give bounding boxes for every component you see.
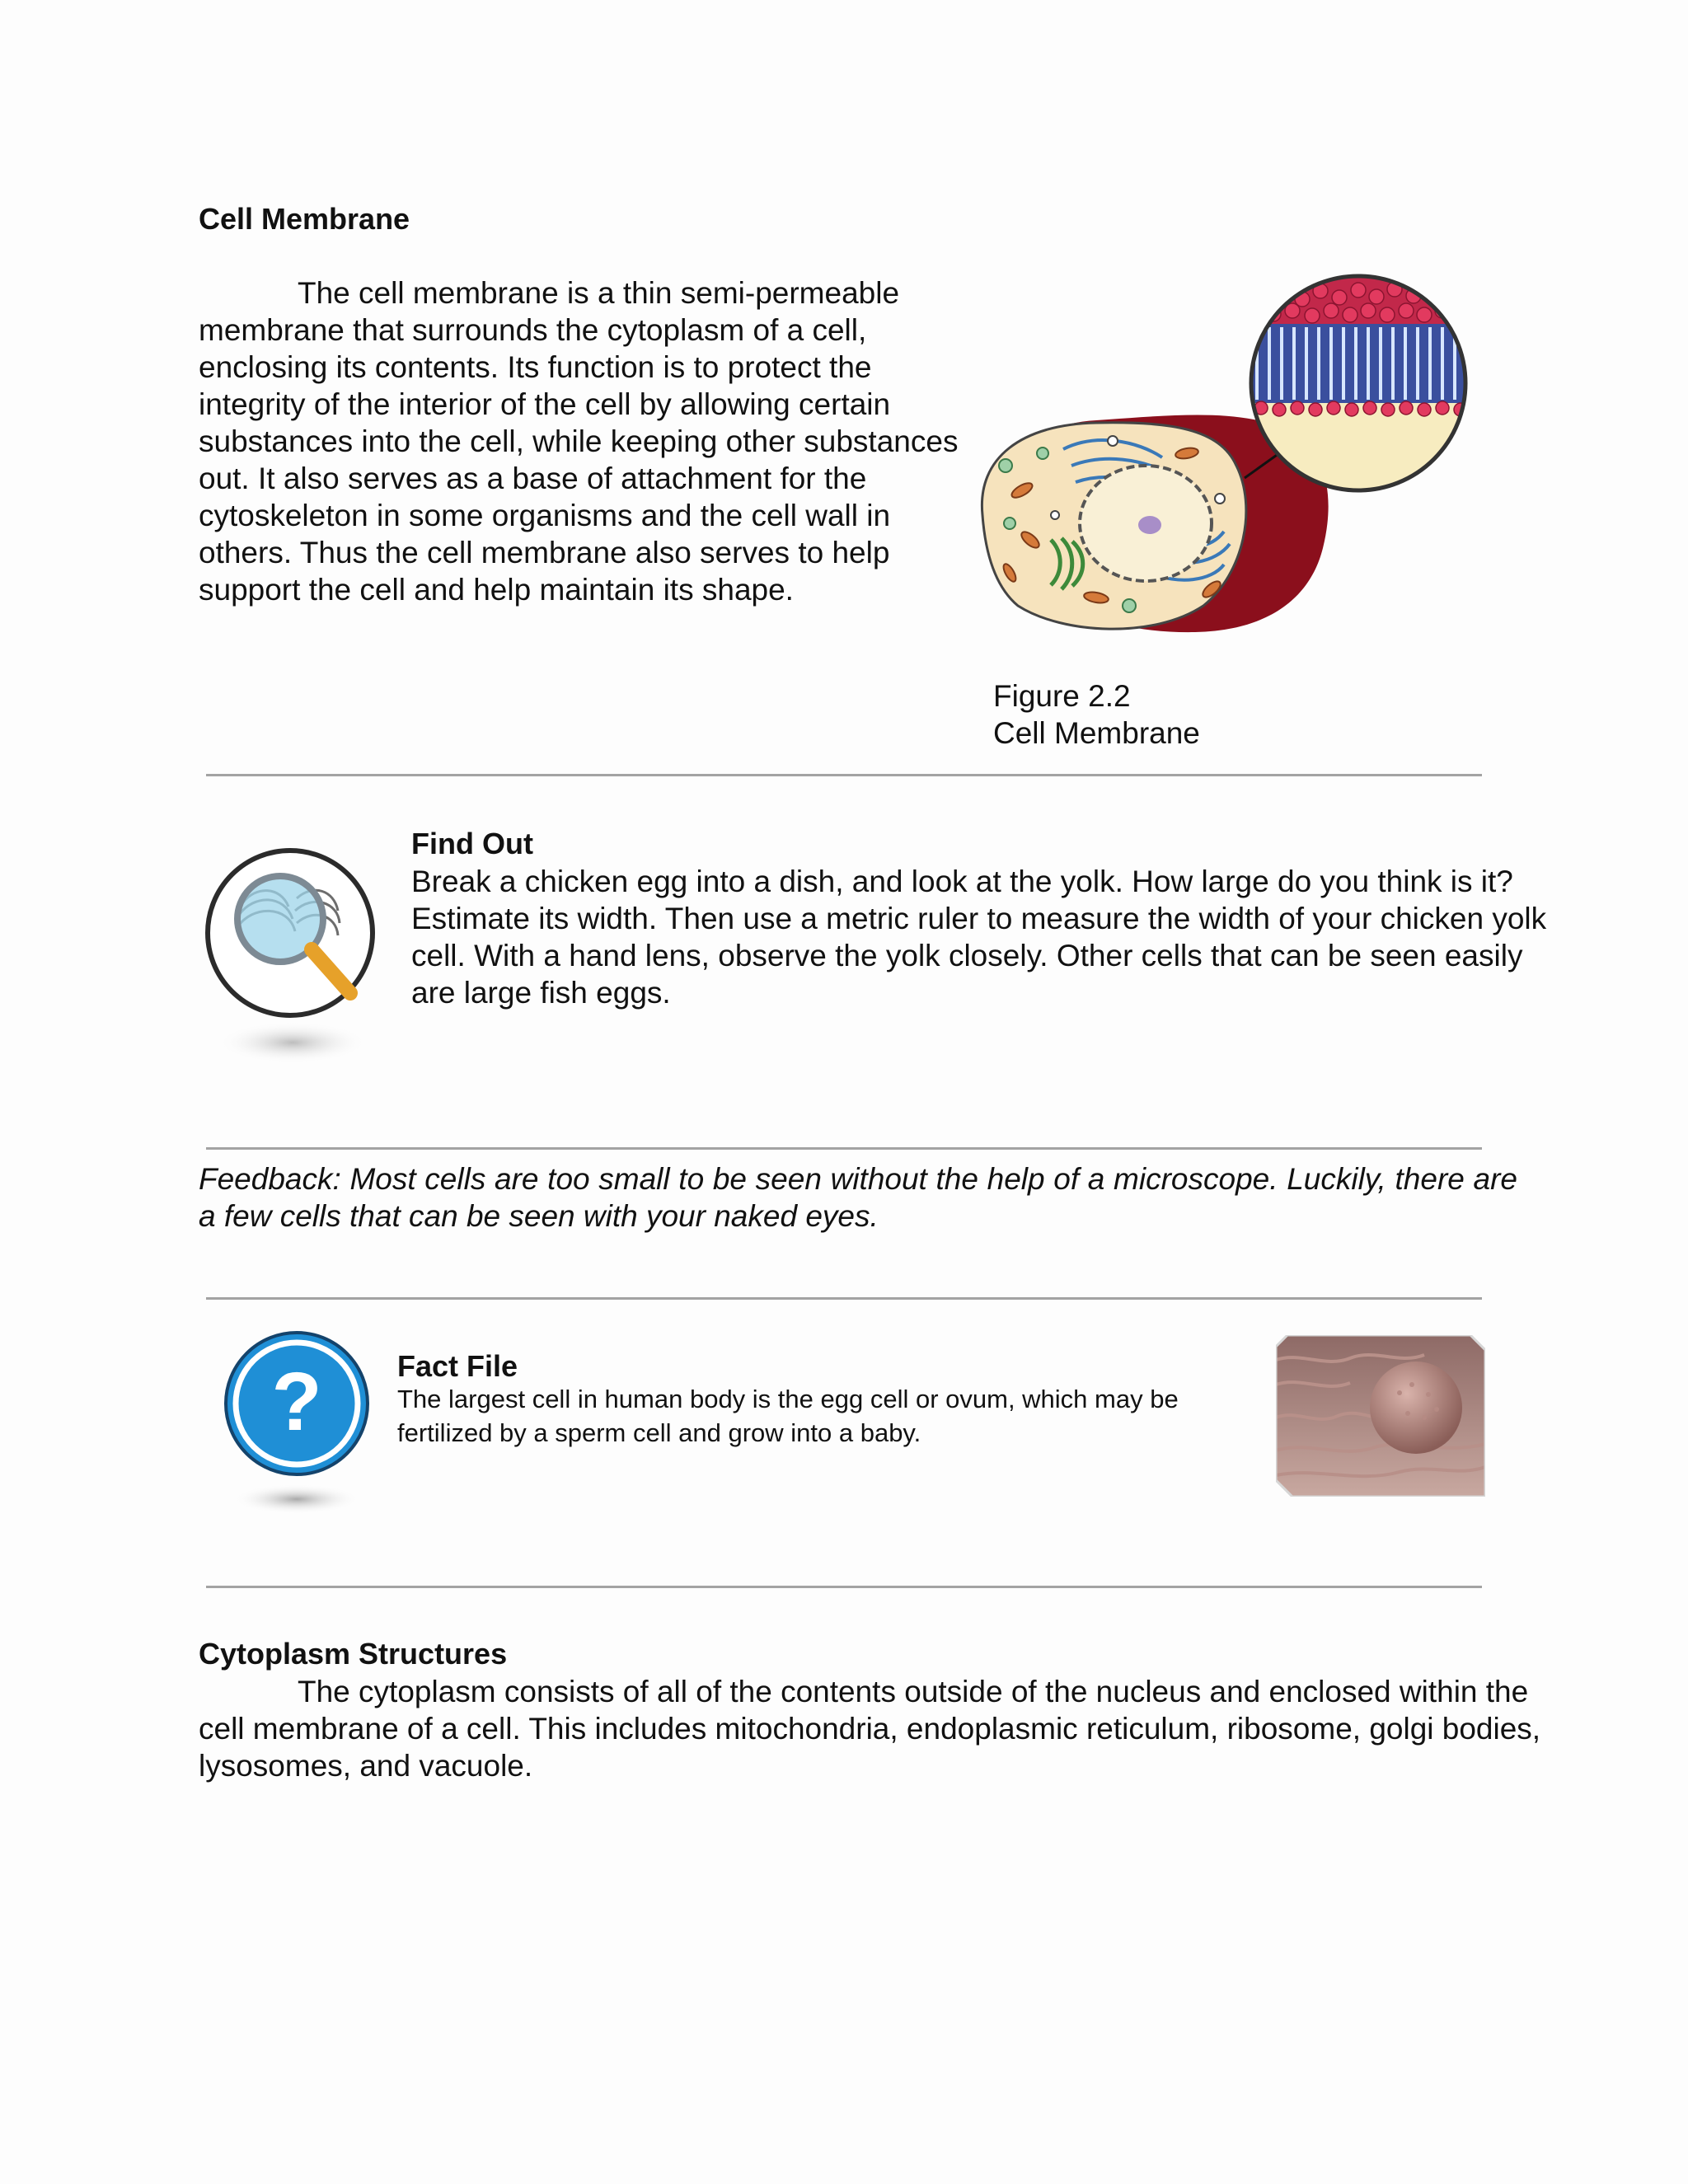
find-out-text: Break a chicken egg into a dish, and look at the yolk. How large do you think is it? Estimate its width. Then use a metric ruler to measure the width of your chicken yolk cell. With a hand lens, observe the yolk closely. Other cells that can be seen easily are large fish eggs. [411, 865, 1547, 1010]
svg-text:?: ? [271, 1356, 322, 1448]
cytoplasm-paragraph: The cytoplasm consists of all of the contents outside of the nucleus and enclosed within the cell membrane of a cell. This includes mitochondria, endoplasmic reticulum, ribosome, golgi bodies, lysosomes, and vacuole. [199, 1675, 1541, 1783]
figure-title: Cell Membrane [993, 716, 1200, 750]
figure-caption [993, 677, 1405, 752]
divider [206, 774, 1482, 776]
cell-membrane-figure [973, 268, 1484, 647]
divider [206, 1147, 1482, 1150]
question-mark-icon [221, 1331, 377, 1521]
fact-file-title: Fact File [397, 1349, 518, 1383]
feedback-text: Feedback: Most cells are too small to be seen without the help of a microscope. Luckily, there are a few cells that can be seen with your naked eyes. [199, 1162, 1517, 1233]
figure-number: Figure 2.2 [993, 679, 1131, 713]
section-heading-cell-membrane: Cell Membrane [199, 202, 410, 236]
section-heading-cytoplasm: Cytoplasm Structures [199, 1637, 508, 1671]
magnifying-glass-fingerprint-icon [198, 841, 387, 1096]
fact-file-text: The largest cell in human body is the egg cell or ovum, which may be fertilized by a sperm cell and grow into a baby. [397, 1385, 1179, 1447]
cell-diagram-illustration [973, 268, 1484, 647]
ovum-photo [1276, 1335, 1485, 1497]
divider [206, 1586, 1482, 1588]
divider [206, 1297, 1482, 1300]
cell-membrane-paragraph: The cell membrane is a thin semi-permeable membrane that surrounds the cytoplasm of a cell, enclosing its contents. Its function is to protect the integrity of the interior of the cell by allowing certain substances into the cell, while keeping other substances out. It also serves as a base of attachment for the cytoskeleton in some organisms and the cell wall in others. Thus the cell membrane also serves to help support the cell and help maintain its shape. [199, 276, 959, 607]
find-out-title: Find Out [411, 827, 533, 860]
